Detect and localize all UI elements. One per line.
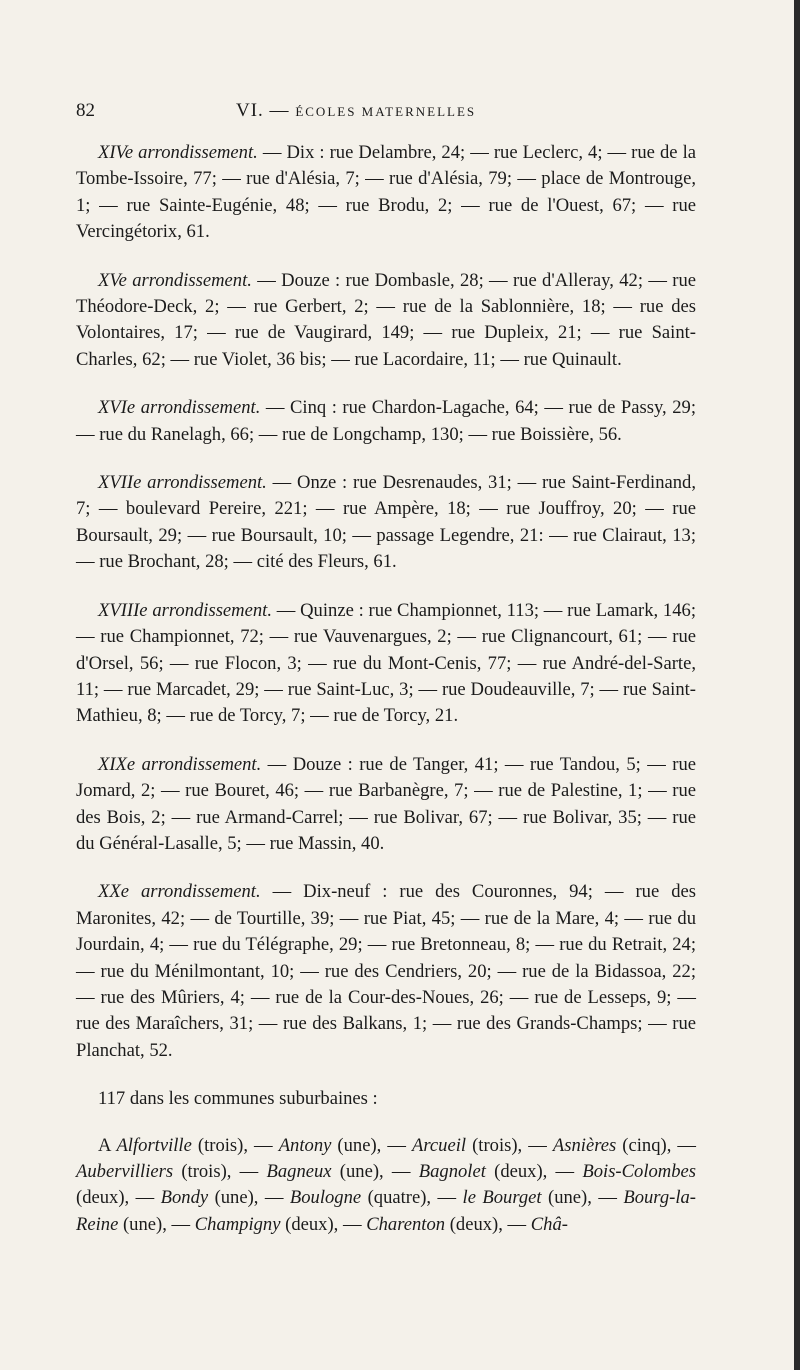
arrondissement-list [76,140,696,1064]
town-name: Bagnolet [418,1161,486,1182]
town-count: (deux), — [445,1213,531,1235]
arrondissement-schools: — Dix-neuf : rue des Couronnes, 94; — rue des Maronites, 42; — de Tourtille, 39; — rue Piat, 45; — rue de la Mare, 4; — rue du Jourdain, 4; — rue du Télégraphe, 29; — rue Bretonneau, 8; — rue du Retrait, 24; — rue du Ménilmontant, 10; — rue des Cendriers, 20; — rue de la Bidassoa, 22; — rue des Mûriers, 4; — rue de la Cour-des-Noues, 26; — rue de Lesseps, 9; — rue des Maraîchers, 31; — rue des Balkans, 1; — rue des Grands-Champs; — rue Planchat, 52. [76,881,696,1061]
chapter-title [236,100,476,122]
arrondissement-label: XVIIe arrondissement. [98,472,267,494]
arrondissement-paragraph [76,140,696,246]
book-page [76,100,696,1238]
town-name: Aubervilliers [76,1161,174,1182]
town-name: le Bourget [462,1187,542,1209]
suburban-summary: 117 dans les communes suburbaines : [98,1088,378,1110]
arrondissement-schools: — Douze : rue Dombasle, 28; — rue d'Alleray, 42; — rue Théodore-Deck, 2; — rue Gerbert, 2; — rue de la Sablonnière, 18; — rue des Volontaires, 17; — rue de Vaugirard, 149; — rue Dupleix, 21; — rue Saint-Charles, 62; — rue Violet, 36 bis; — rue Lacordaire, 11; — rue Quinault. [76,269,696,370]
town-name: Arcueil [412,1134,467,1156]
town-name: Bourg-la-Reine [76,1187,696,1235]
town-count: (une), — [208,1187,290,1209]
town-name: Bois-Colombes [582,1161,696,1182]
arrondissement-paragraph [76,395,696,448]
town-prefix: A [98,1134,117,1156]
arrondissement-schools: — Douze : rue de Tanger, 41; — rue Tandou, 5; — rue Jomard, 2; — rue Bouret, 46; — rue Barbanègre, 7; — rue de Palestine, 1; — rue des Bois, 2; — rue Armand-Carrel; — rue Bolivar, 67; — rue Bolivar, 35; — rue du Général-Lasalle, 5; — rue Massin, 40. [76,753,696,854]
town-name: Alfortville [116,1134,192,1156]
town-name: Charenton [366,1213,446,1235]
town-count: (une), — [331,1161,419,1182]
town-count: (une), — [331,1134,412,1156]
arrondissement-schools: — Cinq : rue Chardon-Lagache, 64; — rue de Passy, 29; — rue du Ranelagh, 66; — rue de Longchamp, 130; — rue Boissière, 56. [76,397,696,445]
arrondissement-label: XXe arrondissement. [98,881,261,903]
running-header [76,100,696,140]
town-count: (deux), — [76,1187,161,1209]
arrondissement-schools: — Onze : rue Desrenaudes, 31; — rue Saint-Ferdinand, 7; — boulevard Pereire, 221; — rue Ampère, 18; — rue Jouffroy, 20; — rue Boursault, 29; — rue Boursault, 10; — passage Legendre, 21: — rue Clairaut, 13; — rue Brochant, 28; — cité des Fleurs, 61. [76,472,696,573]
arrondissement-label: XVe arrondissement. [98,269,252,291]
arrondissement-paragraph [76,598,696,730]
town-count: (quatre), — [361,1187,463,1209]
suburban-towns [76,1133,696,1239]
town-count: (une), — [118,1213,195,1235]
arrondissement-schools: — Quinze : rue Championnet, 113; — rue Lamark, 146; — rue Championnet, 72; — rue Vauvenargues, 2; — rue Clignancourt, 61; — rue d'Orsel, 56; — rue Flocon, 3; — rue du Mont-Cenis, 77; — rue André-del-Sarte, 11; — rue Marcadet, 29; — rue Saint-Luc, 3; — rue Doudeauville, 7; — rue Saint-Mathieu, 8; — rue de Torcy, 7; — rue de Torcy, 21. [76,599,696,727]
town-count: (trois), — [466,1134,553,1156]
town-name: Bagneux [266,1161,332,1182]
page-edge-shadow [794,0,800,1370]
town-count: (trois), — [191,1134,279,1156]
town-name: Châ- [530,1213,568,1235]
arrondissement-label: XIXe arrondissement. [98,753,262,775]
town-name: Bondy [160,1187,209,1209]
arrondissement-paragraph [76,268,696,374]
town-count: (deux), — [280,1213,367,1235]
chapter-number: VI. — [236,100,290,121]
town-count: (trois), — [173,1161,267,1182]
page-number: 82 [76,100,95,121]
town-count: (une), — [541,1187,624,1209]
town-count: (deux), — [485,1161,583,1182]
arrondissement-paragraph [76,879,696,1064]
town-count: (cinq), — [616,1134,696,1156]
arrondissement-paragraph [76,470,696,576]
town-name: Asnières [552,1134,617,1156]
arrondissement-schools: — Dix : rue Delambre, 24; — rue Leclerc, 4; — rue de la Tombe-Issoire, 77; — rue d'Alésia, 7; — rue d'Alésia, 79; — place de Montrouge, 1; — rue Sainte-Eugénie, 48; — rue Brodu, 2; — rue de l'Ouest, 67; — rue Vercingétorix, 61. [76,142,696,243]
arrondissement-label: XVIe arrondissement. [98,397,261,419]
arrondissement-label: XVIIIe arrondissement. [98,599,272,621]
chapter-heading: ÉCOLES MATERNELLES [295,104,477,119]
town-name: Champigny [194,1213,281,1235]
town-name: Antony [278,1134,332,1156]
town-name: Boulogne [289,1187,362,1209]
arrondissement-paragraph [76,752,696,858]
arrondissement-label: XIVe arrondissement. [98,142,258,163]
